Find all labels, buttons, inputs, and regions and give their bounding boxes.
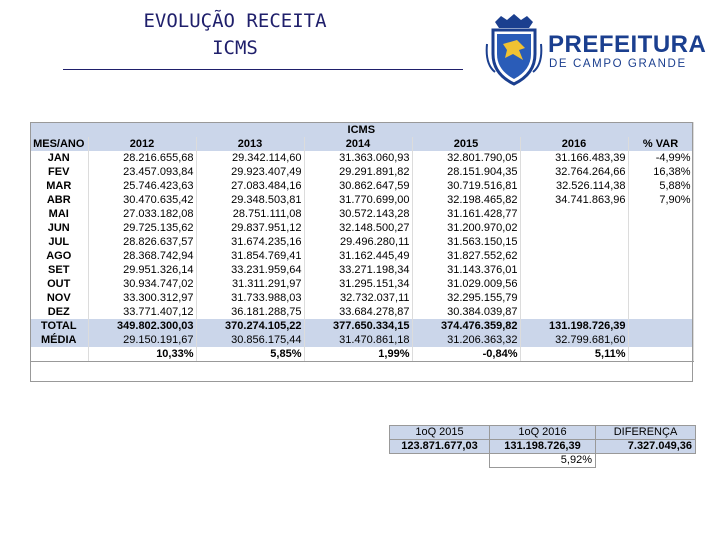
row-label: NOV bbox=[30, 291, 88, 305]
table-cell bbox=[520, 305, 628, 319]
table-cell: 374.476.359,82 bbox=[412, 319, 520, 333]
table-cell bbox=[628, 235, 693, 249]
table-row bbox=[30, 291, 693, 305]
table-cell: 31.311.291,97 bbox=[196, 277, 304, 291]
table-cell: 29.348.503,81 bbox=[196, 193, 304, 207]
table-cell: 32.295.155,79 bbox=[412, 291, 520, 305]
row-label: JAN bbox=[30, 151, 88, 165]
table-row-media bbox=[30, 333, 693, 347]
table-cell bbox=[628, 263, 693, 277]
table-cell: 28.216.655,68 bbox=[88, 151, 196, 165]
table-row bbox=[30, 249, 693, 263]
column-header: 2015 bbox=[412, 137, 520, 151]
title-underline bbox=[63, 69, 463, 70]
table-cell: 123.871.677,03 bbox=[390, 440, 490, 454]
table-cell bbox=[628, 347, 693, 362]
table-cell: 31.200.970,02 bbox=[412, 221, 520, 235]
table-cell: 29.496.280,11 bbox=[304, 235, 412, 249]
table-row bbox=[30, 165, 693, 179]
table-row bbox=[30, 277, 693, 291]
table-cell: 30.384.039,87 bbox=[412, 305, 520, 319]
column-header: 2016 bbox=[520, 137, 628, 151]
row-label: MAI bbox=[30, 207, 88, 221]
row-label: DEZ bbox=[30, 305, 88, 319]
table-cell: 370.274.105,22 bbox=[196, 319, 304, 333]
table-cell: 377.650.334,15 bbox=[304, 319, 412, 333]
quarter-percent: 5,92% bbox=[490, 454, 596, 468]
table-cell: 32.801.790,05 bbox=[412, 151, 520, 165]
quarter-percent-row bbox=[390, 454, 696, 468]
table-cell: 27.083.484,16 bbox=[196, 179, 304, 193]
table-cell-empty bbox=[596, 454, 696, 468]
column-header: 2013 bbox=[196, 137, 304, 151]
table-cell: 32.732.037,11 bbox=[304, 291, 412, 305]
table-cell: 29.150.191,67 bbox=[88, 333, 196, 347]
quarter-values-row bbox=[390, 440, 696, 454]
quarter-comparison-table bbox=[389, 425, 696, 468]
table-cell: 31.143.376,01 bbox=[412, 263, 520, 277]
table-cell: 7.327.049,36 bbox=[596, 440, 696, 454]
table-row bbox=[30, 305, 693, 319]
table-cell: 29.951.326,14 bbox=[88, 263, 196, 277]
table-cell: 30.856.175,44 bbox=[196, 333, 304, 347]
table-cell bbox=[520, 263, 628, 277]
row-label: MÉDIA bbox=[30, 333, 88, 347]
table-cell: 28.751.111,08 bbox=[196, 207, 304, 221]
table-cell: 32.198.465,82 bbox=[412, 193, 520, 207]
row-label: TOTAL bbox=[30, 319, 88, 333]
table-cell: 32.148.500,27 bbox=[304, 221, 412, 235]
variation-cell: 5,11% bbox=[520, 347, 628, 362]
table-row bbox=[30, 179, 693, 193]
table-cell: 31.363.060,93 bbox=[304, 151, 412, 165]
table-cell bbox=[628, 333, 693, 347]
column-header: 2014 bbox=[304, 137, 412, 151]
table-caption: ICMS bbox=[30, 123, 693, 138]
table-cell: 30.572.143,28 bbox=[304, 207, 412, 221]
table-cell bbox=[628, 319, 693, 333]
table-cell: 7,90% bbox=[628, 193, 693, 207]
row-label: JUN bbox=[30, 221, 88, 235]
table-row bbox=[30, 151, 693, 165]
table-cell bbox=[520, 291, 628, 305]
table-cell: 31.733.988,03 bbox=[196, 291, 304, 305]
table-cell: 33.271.198,34 bbox=[304, 263, 412, 277]
table-cell: 31.827.552,62 bbox=[412, 249, 520, 263]
table-cell bbox=[520, 207, 628, 221]
table-cell: 36.181.288,75 bbox=[196, 305, 304, 319]
variation-cell: 10,33% bbox=[88, 347, 196, 362]
table-cell: 31.161.428,77 bbox=[412, 207, 520, 221]
table-cell: 31.206.363,32 bbox=[412, 333, 520, 347]
table-cell bbox=[520, 249, 628, 263]
city-seal-icon bbox=[485, 14, 543, 86]
table-caption-row bbox=[30, 123, 693, 138]
table-cell: 32.799.681,60 bbox=[520, 333, 628, 347]
table-row bbox=[30, 263, 693, 277]
variation-cell: -0,84% bbox=[412, 347, 520, 362]
table-cell: 16,38% bbox=[628, 165, 693, 179]
table-cell: 31.674.235,16 bbox=[196, 235, 304, 249]
quarter-header-row bbox=[390, 426, 696, 440]
table-cell bbox=[628, 277, 693, 291]
column-header: 2012 bbox=[88, 137, 196, 151]
brand-subtitle: DE CAMPO GRANDE bbox=[549, 58, 687, 70]
prefeitura-logo bbox=[483, 14, 708, 86]
table-cell: 28.826.637,57 bbox=[88, 235, 196, 249]
table-cell bbox=[628, 221, 693, 235]
table-cell: 31.470.861,18 bbox=[304, 333, 412, 347]
table-cell bbox=[628, 249, 693, 263]
row-label: AGO bbox=[30, 249, 88, 263]
table-cell: 31.162.445,49 bbox=[304, 249, 412, 263]
table-cell: 34.741.863,96 bbox=[520, 193, 628, 207]
table-cell: 30.719.516,81 bbox=[412, 179, 520, 193]
table-cell bbox=[520, 221, 628, 235]
table-cell: 31.029.009,56 bbox=[412, 277, 520, 291]
table-cell: 32.526.114,38 bbox=[520, 179, 628, 193]
table-cell: 131.198.726,39 bbox=[490, 440, 596, 454]
column-header: MES/ANO bbox=[30, 137, 88, 151]
table-row-total bbox=[30, 319, 693, 333]
table-cell: 29.342.114,60 bbox=[196, 151, 304, 165]
table-cell: 31.166.483,39 bbox=[520, 151, 628, 165]
row-label: ABR bbox=[30, 193, 88, 207]
table-cell bbox=[628, 305, 693, 319]
table-row bbox=[30, 221, 693, 235]
row-label: MAR bbox=[30, 179, 88, 193]
brand-name: PREFEITURA bbox=[548, 31, 707, 58]
table-cell bbox=[30, 347, 88, 362]
table-cell: 32.764.264,66 bbox=[520, 165, 628, 179]
table-row bbox=[30, 235, 693, 249]
row-label: JUL bbox=[30, 235, 88, 249]
row-label: FEV bbox=[30, 165, 88, 179]
table-cell: 29.837.951,12 bbox=[196, 221, 304, 235]
table-cell: 28.151.904,35 bbox=[412, 165, 520, 179]
table-cell: 30.470.635,42 bbox=[88, 193, 196, 207]
table-cell: 25.746.423,63 bbox=[88, 179, 196, 193]
variation-cell: 5,85% bbox=[196, 347, 304, 362]
table-cell: 33.684.278,87 bbox=[304, 305, 412, 319]
table-cell: 30.862.647,59 bbox=[304, 179, 412, 193]
table-cell: 349.802.300,03 bbox=[88, 319, 196, 333]
table-row bbox=[30, 193, 693, 207]
column-header: 1oQ 2016 bbox=[490, 426, 596, 440]
table-cell: 28.368.742,94 bbox=[88, 249, 196, 263]
table-cell: 31.295.151,34 bbox=[304, 277, 412, 291]
page-title bbox=[90, 8, 380, 62]
row-label: SET bbox=[30, 263, 88, 277]
table-cell: 31.770.699,00 bbox=[304, 193, 412, 207]
table-cell: 33.300.312,97 bbox=[88, 291, 196, 305]
table-cell: 33.771.407,12 bbox=[88, 305, 196, 319]
table-cell: 5,88% bbox=[628, 179, 693, 193]
variation-cell: 1,99% bbox=[304, 347, 412, 362]
table-cell-empty bbox=[390, 454, 490, 468]
column-header: % VAR bbox=[628, 137, 693, 151]
column-header: DIFERENÇA bbox=[596, 426, 696, 440]
table-cell bbox=[628, 207, 693, 221]
table-cell: 131.198.726,39 bbox=[520, 319, 628, 333]
table-row-variation bbox=[30, 347, 693, 362]
row-label: OUT bbox=[30, 277, 88, 291]
table-cell: 29.291.891,82 bbox=[304, 165, 412, 179]
table-cell: 29.923.407,49 bbox=[196, 165, 304, 179]
table-cell bbox=[520, 235, 628, 249]
title-line-1: EVOLUÇÃO RECEITA bbox=[143, 10, 327, 32]
table-cell: 27.033.182,08 bbox=[88, 207, 196, 221]
table-cell: -4,99% bbox=[628, 151, 693, 165]
table-cell bbox=[520, 277, 628, 291]
icms-table bbox=[30, 122, 694, 362]
table-cell: 23.457.093,84 bbox=[88, 165, 196, 179]
table-cell: 29.725.135,62 bbox=[88, 221, 196, 235]
table-cell: 31.854.769,41 bbox=[196, 249, 304, 263]
table-cell: 33.231.959,64 bbox=[196, 263, 304, 277]
table-cell: 31.563.150,15 bbox=[412, 235, 520, 249]
table-row bbox=[30, 207, 693, 221]
column-header: 1oQ 2015 bbox=[390, 426, 490, 440]
table-cell bbox=[628, 291, 693, 305]
title-line-2: ICMS bbox=[212, 37, 258, 59]
table-header-row bbox=[30, 137, 693, 151]
table-cell: 30.934.747,02 bbox=[88, 277, 196, 291]
